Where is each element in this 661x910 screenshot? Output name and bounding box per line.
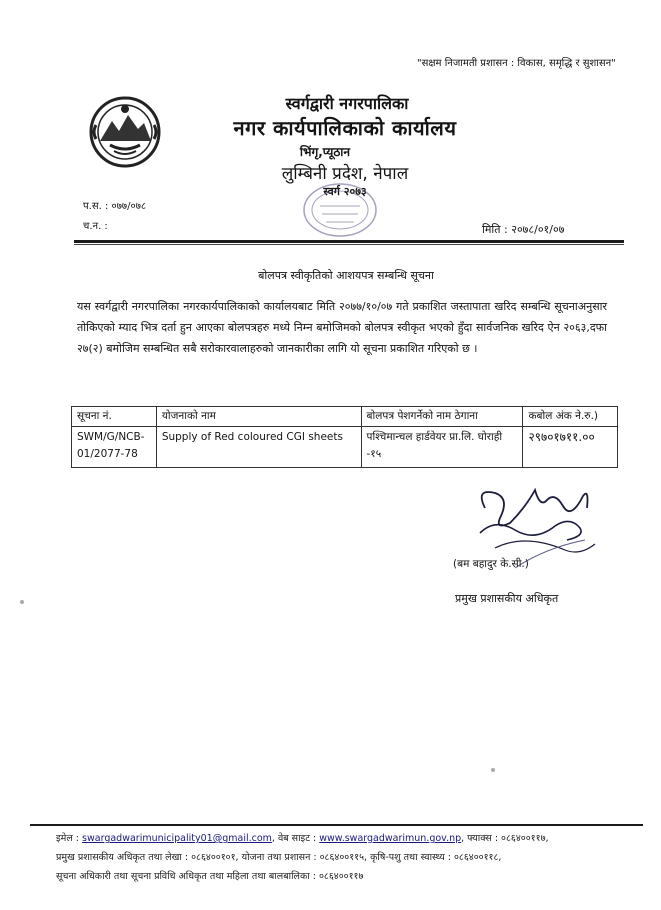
footer-contact-line (56, 831, 549, 844)
footer-phone-line: प्रमुख प्रशासकीय अधिकृत तथा लेखा : ०८६४००१०१, योजना तथा प्रशासन : ०८६४००११५, कृषि-पशु तथा स्वास्थ्य : ०८६४००११८, (56, 852, 502, 863)
paper-speck (491, 768, 495, 772)
office-name: नगर कार्यपालिकाको कार्यालय (233, 116, 457, 140)
email-link[interactable]: swargadwarimunicipality01@gmail.com (82, 833, 272, 844)
email-label: इमेल : (56, 833, 80, 844)
table-row (72, 427, 618, 468)
municipality-emblem-icon (88, 95, 162, 169)
province-name: लुम्बिनी प्रदेश, नेपाल (281, 164, 409, 184)
website-label: , वेब साइट : (271, 833, 317, 844)
footer-divider (30, 824, 643, 826)
municipality-name: स्वर्गद्वारी नगरपालिका (285, 94, 409, 113)
signatory-title: प्रमुख प्रशासकीय अधिकृत (455, 592, 559, 605)
cell-notice-no: SWM/G/NCB-01/2077-78 (72, 427, 157, 468)
cell-amount: २९७०१७११.०० (523, 427, 618, 468)
notice-subject: बोलपत्र स्वीकृतिको आशयपत्र सम्बन्धि सूचना (258, 269, 434, 282)
cell-bidder: पश्चिमान्चल हार्डवेयर प्रा.लि. घोराही -१५ (361, 427, 523, 468)
motto-text: "सक्षम निजामती प्रशासन : विकास, समृद्धि र सुशासन" (417, 58, 616, 69)
office-stamp-icon (300, 180, 380, 240)
header-amount: कबोल अंक ने.रु.) (523, 407, 618, 427)
header-divider (74, 240, 624, 243)
paper-speck (20, 600, 24, 604)
fax-number: , फ्याक्स : ०८६४००११७, (461, 833, 549, 844)
header-divider-thin (74, 244, 624, 245)
address-line: स्वर्ग २०७३ (323, 185, 367, 198)
website-link[interactable]: www.swargadwarimun.gov.np (319, 833, 462, 844)
header-bidder: बोलपत्र पेशगर्नेको नाम ठेगाना (361, 407, 523, 427)
reference-cn: च.न. : (83, 221, 108, 232)
bid-table (71, 406, 618, 468)
footer-info-officer-line: सूचना अधिकारी तथा सूचना प्रविधि अधिकृत तथा महिला तथा बालबालिका : ०८६४००११७ (56, 871, 364, 882)
reference-ps: प.स. : ०७७/०७८ (83, 201, 147, 212)
office-place: भिंगृ,प्यूठान (299, 145, 351, 159)
table-header-row (72, 407, 618, 427)
cell-project: Supply of Red coloured CGI sheets (156, 427, 361, 468)
header-project: योजनाको नाम (156, 407, 361, 427)
header-notice-no: सूचना नं. (72, 407, 157, 427)
signatory-name: (बम बहादुर के.सी.) (453, 558, 529, 570)
notice-body: यस स्वर्गद्वारी नगरपालिका नगरकार्यपालिकाको कार्यालयबाट मिति २०७७/१०/०७ गते प्रकाशित जस्तापाता खरिद सम्बन्धि सूचनाअनुसार तोकिएको म्याद भित्र दर्ता हुन आएका बोलपत्रहरु मध्ये निम्न बमोजिमको बोलपत्र स्वीकृत भएको हुँदा सार्वजनिक खरिद ऐन २०६३,दफा २७(२) बमोजिम सम्बन्धित सबै सरोकारवालाहरुको जानकारीका लागि यो सूचना प्रकाशित गरिएको छ । (77, 300, 607, 355)
letter-date: मिति : २०७८/०१/०७ (482, 223, 565, 236)
